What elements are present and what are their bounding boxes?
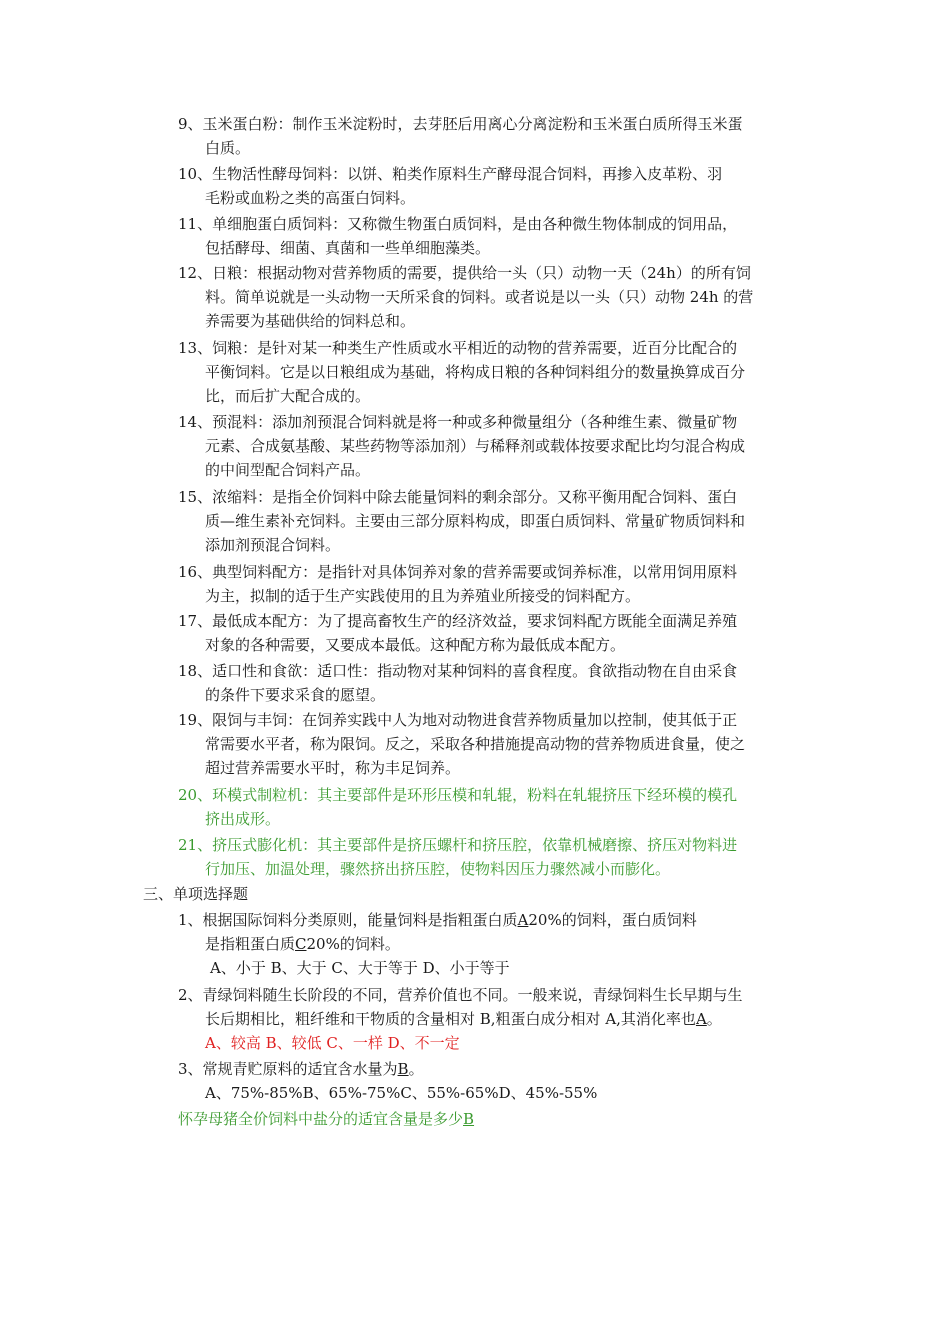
definition-line: 比，而后扩大配合成的。 [205,387,371,405]
section-title: 三、单项选择题 [143,885,249,903]
question-options: A、小于 B、大于 C、大于等于 D、小于等于 [210,959,510,977]
answer-blank: A [695,1010,707,1028]
question-text: 20%的饲料。 [306,935,400,953]
definition-item-16 [178,560,828,608]
question-options: A、较高 B、较低 C、一样 D、不一定 [205,1034,460,1052]
definition-line: 为主，拟制的适于生产实践使用的且为养殖业所接受的饲料配方。 [205,587,641,605]
definition-line: 11、单细胞蛋白质饲料：又称微生物蛋白质饲料，是由各种微生物体制成的饲用品， [178,215,738,233]
question-3 [178,1057,828,1105]
definition-item-9 [178,112,828,160]
definition-line: 对象的各种需要，又要成本最低。这种配方称为最低成本配方。 [205,636,626,654]
definition-line: 白质。 [205,139,251,157]
question-options: A、75%-85%B、65%-75%C、55%-65%D、45%-55% [205,1084,598,1102]
definition-line: 21、挤压式膨化机：其主要部件是挤压螺杆和挤压腔，依靠机械磨擦、挤压对物料进 [178,836,738,854]
question-text: 20%的饲料，蛋白质饲料 [528,911,697,929]
question-2 [178,983,828,1055]
definition-item-18 [178,659,828,707]
question-line [178,1007,828,1031]
definition-line: 10、生物活性酵母饲料：以饼、粕类作原料生产酵母混合饲料，再掺入皮革粉、羽 [178,165,723,183]
question-text: 怀孕母猪全价饲料中盐分的适宜含量是多少 [178,1110,464,1128]
definition-line: 18、适口性和食欲：适口性：指动物对某种饲料的喜食程度。食欲指动物在自由采食 [178,662,738,680]
question-line [178,1107,828,1131]
definition-line: 元素、合成氨基酸、某些药物等添加剂）与稀释剂或载体按要求配比均匀混合构成 [205,437,746,455]
question-1 [178,908,828,980]
definition-line: 16、典型饲料配方：是指针对具体饲养对象的营养需要或饲养标准，以常用饲用原料 [178,563,738,581]
definition-line: 19、限饲与丰饲：在饲养实践中人为地对动物进食营养物质量加以控制，使其低于正 [178,711,738,729]
definition-line: 9、玉米蛋白粉：制作玉米淀粉时，去芽胚后用离心分离淀粉和玉米蛋白质所得玉米蛋 [178,115,743,133]
definition-line: 20、环模式制粒机：其主要部件是环形压模和轧辊，粉料在轧辊挤压下经环模的模孔 [178,786,738,804]
definition-line: 的条件下要求采食的愿望。 [205,686,386,704]
question-text: 3、常规青贮原料的适宜含水量为 [178,1060,398,1078]
definition-item-19 [178,708,828,780]
definition-line: 14、预混料：添加剂预混合饲料就是将一种或多种微量组分（各种维生素、微量矿物 [178,413,738,431]
definition-line: 行加压、加温处理，骤然挤出挤压腔，使物料因压力骤然减小而膨化。 [205,860,671,878]
definition-item-11 [178,212,828,260]
definition-item-14 [178,410,828,482]
definition-line: 15、浓缩料：是指全价饲料中除去能量饲料的剩余部分。又称平衡用配合饲料、蛋白 [178,488,738,506]
question-text: 是指粗蛋白质 [205,935,296,953]
question-text: 1、根据国际饲料分类原则，能量饲料是指粗蛋白质 [178,911,518,929]
definition-line: 质—维生素补充饲料。主要由三部分原料构成，即蛋白质饲料、常量矿物质饲料和 [205,512,746,530]
definition-item-15 [178,485,828,557]
definition-line: 12、日粮：根据动物对营养物质的需要，提供给一头（只）动物一天（24h）的所有饲 [178,264,751,282]
definition-line: 17、最低成本配方：为了提高畜牧生产的经济效益，要求饲料配方既能全面满足养殖 [178,612,738,630]
question-4 [178,1107,828,1131]
answer-blank: A [517,911,529,929]
question-line: 2、青绿饲料随生长阶段的不同，营养价值也不同。一般来说，青绿饲料生长早期与生 [178,986,743,1004]
question-text: 长后期相比，粗纤维和干物质的含量相对 B,粗蛋白成分相对 A,其消化率也 [205,1010,696,1028]
definition-line: 包括酵母、细菌、真菌和一些单细胞藻类。 [205,239,491,257]
definition-line: 料。简单说就是一头动物一天所采食的饲料。或者说是以一头（只）动物 24h 的营 [205,288,754,306]
question-text: 。 [408,1060,424,1078]
definition-line: 平衡饲料。它是以日粮组成为基础，将构成日粮的各种饲料组分的数量换算成百分 [205,363,746,381]
definition-item-17 [178,609,828,657]
definition-line: 养需要为基础供给的饲料总和。 [205,312,416,330]
definition-line: 13、饲粮：是针对某一种类生产性质或水平相近的动物的营养需要，近百分比配合的 [178,339,738,357]
question-line [178,932,828,956]
question-text: 。 [706,1010,722,1028]
answer-blank: B [397,1060,409,1078]
definition-line: 添加剂预混合饲料。 [205,536,341,554]
question-line [178,1057,828,1081]
answer-blank: B [463,1110,475,1128]
answer-blank: C [295,935,307,953]
definition-line: 毛粉或血粉之类的高蛋白饲料。 [205,189,416,207]
definition-item-10 [178,162,828,210]
definition-line: 的中间型配合饲料产品。 [205,461,371,479]
definition-item-13 [178,336,828,408]
question-line [178,908,828,932]
definition-item-12 [178,261,828,333]
definition-item-20 [178,783,828,831]
definition-item-21 [178,833,828,881]
definition-line: 挤出成形。 [205,810,281,828]
definition-line: 超过营养需要水平时，称为丰足饲养。 [205,759,461,777]
definition-line: 常需要水平者，称为限饲。反之，采取各种措施提高动物的营养物质进食量，使之 [205,735,746,753]
